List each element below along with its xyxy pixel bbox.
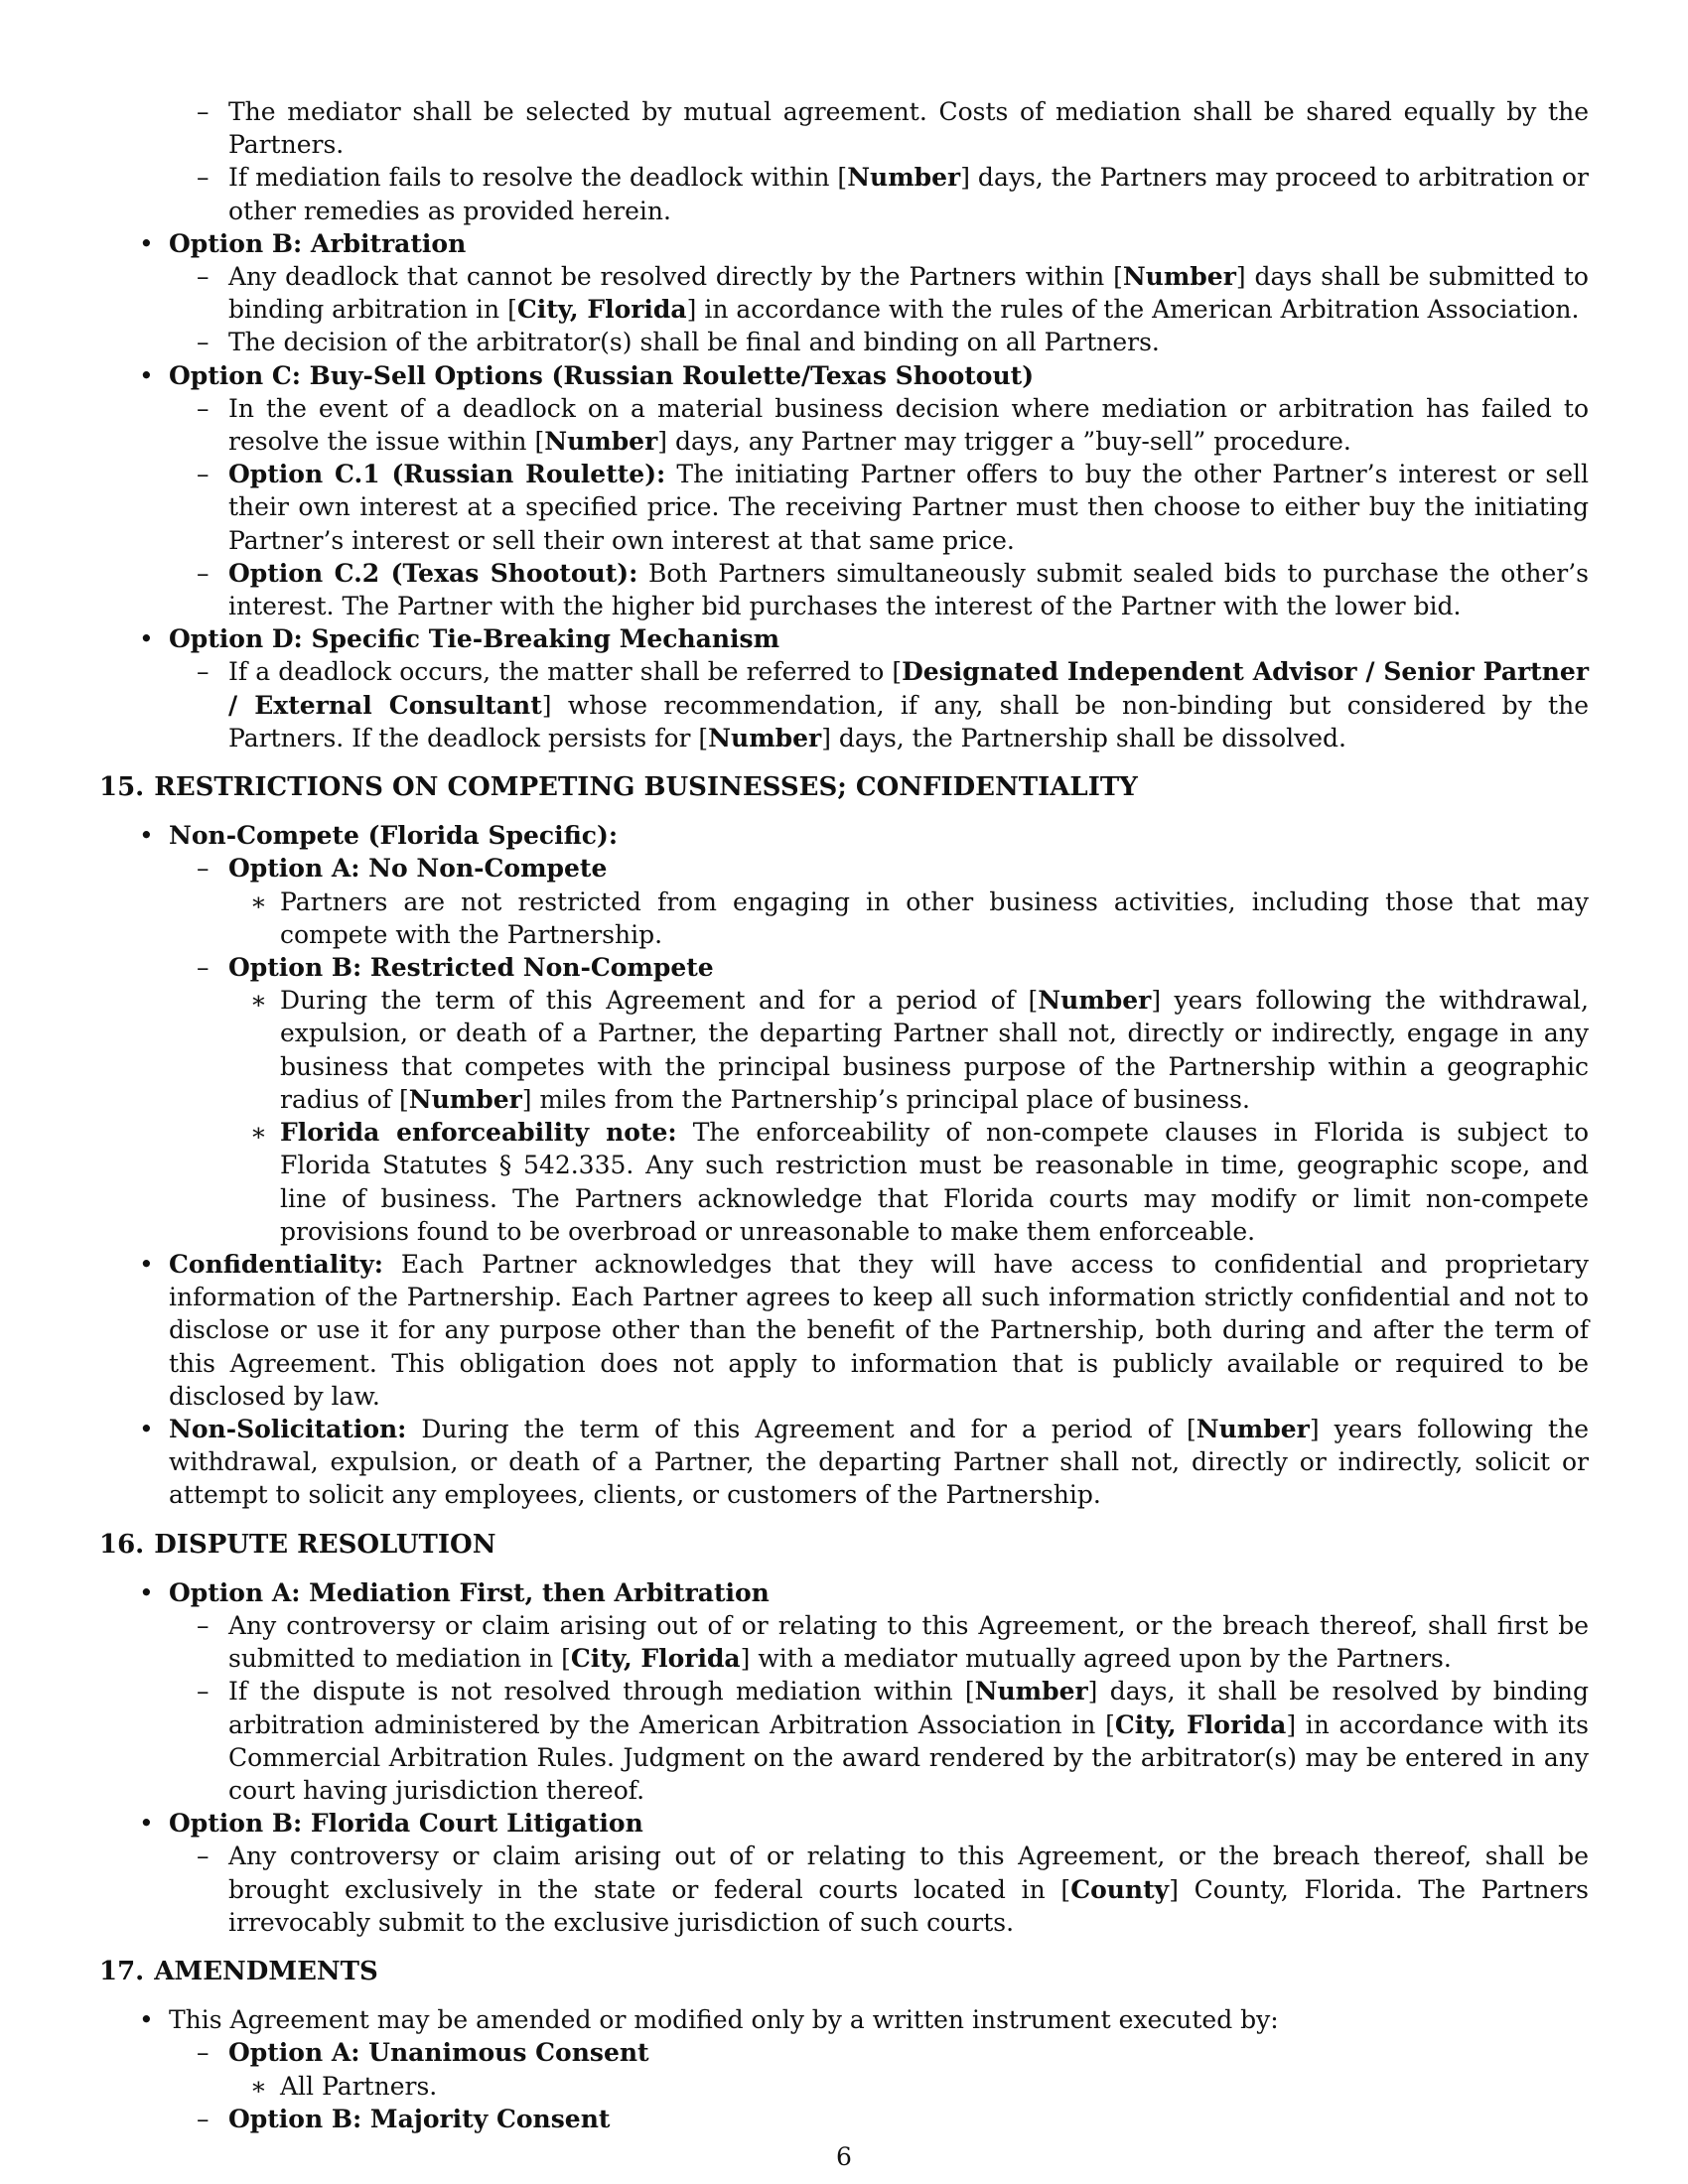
bullet-marker: •	[139, 624, 154, 654]
dash-marker: –	[197, 460, 210, 489]
bullet-marker: •	[139, 2005, 154, 2035]
option-heading: • Non-Compete (Florida Specific):	[99, 819, 1589, 852]
option-heading: • Option D: Specific Tie-Breaking Mechanism	[99, 622, 1589, 655]
bullet-marker: •	[139, 1414, 154, 1443]
option-heading: – Option B: Restricted Non-Compete	[99, 951, 1589, 984]
page-number: 6	[836, 2142, 852, 2171]
list-item: • Confidentiality: Each Partner acknowledges that they will have access to confidential and proprietary information of the Partnership. Each Partner agrees to keep all such information strictly confidential and not to disclose or use it for any purpose other than the benefit of the Partnership, both during and after the term of this Agreement. This obligation does not apply to information that is publicly available or required to be disclosed by law.	[139, 1249, 1589, 1411]
dash-marker: –	[197, 393, 210, 423]
dash-marker: –	[197, 262, 210, 292]
dash-marker: –	[197, 558, 210, 588]
placeholder-text: Number	[1196, 1414, 1310, 1443]
placeholder-text: Number	[544, 427, 658, 457]
placeholder-text: Number	[974, 1677, 1088, 1706]
document-page	[99, 95, 1589, 2135]
option-heading: – Option A: Unanimous Consent	[99, 2036, 1589, 2069]
bullet-marker: •	[139, 1249, 154, 1279]
dash-marker: –	[197, 2104, 210, 2133]
bullet-marker: •	[139, 228, 154, 258]
list-item: – If a deadlock occurs, the matter shall be referred to [Designated Independent Advisor / Senior Partner / External Consultant] whose recommendation, if any, shall be non-binding but considered by the Partners. If the deadlock persists for [Number] days, the Partnership shall be dissolved.	[197, 657, 1590, 752]
section-heading: 16. DISPUTE RESOLUTION	[99, 1529, 496, 1560]
dash-marker: –	[197, 1677, 210, 1706]
bullet-marker: •	[139, 821, 154, 851]
section-heading: 15. RESTRICTIONS ON COMPETING BUSINESSES; CONFIDENTIALITY	[99, 772, 1138, 803]
list-item: – In the event of a deadlock on a material business decision where mediation or arbitration has failed to resolve the issue within [Number] days, any Partner may trigger a ”buy-sell” procedure.	[197, 393, 1589, 457]
placeholder-text: Designated Independent Advisor / Senior Partner / External Consultant	[228, 657, 1589, 720]
asterisk-marker: ∗	[250, 2071, 267, 2101]
list-item: • Non-Solicitation: During the term of this Agreement and for a period of [Number] years following the withdrawal, expulsion, or death of a Partner, the departing Partner shall not, directly or indirectly, solicit or attempt to solicit any employees, clients, or customers of the Partnership.	[139, 1414, 1589, 1510]
list-item: – Any deadlock that cannot be resolved directly by the Partners within [Number] days shall be submitted to binding arbitration in [City, Florida] in accordance with the rules of the American Arbitration Association.	[197, 262, 1589, 325]
list-item: – If mediation fails to resolve the deadlock within [Number] days, the Partners may proceed to arbitration or other remedies as provided herein.	[197, 163, 1589, 225]
bullet-marker: •	[139, 360, 154, 390]
placeholder-text: Number	[847, 163, 961, 193]
placeholder-text: Number	[1122, 262, 1236, 292]
list-item: ∗ Partners are not restricted from engaging in other business activities, including those that may compete with the Partnership.	[250, 887, 1589, 949]
placeholder-text: City, Florida	[570, 1644, 741, 1674]
dash-marker: –	[197, 1610, 210, 1640]
option-heading: – Option B: Majority Consent	[99, 2103, 1589, 2135]
list-item: ∗ Florida enforceability note: The enforceability of non-compete clauses in Florida is subject to Florida Statutes § 542.335. Any such restriction must be reasonable in time, geographic scope, and line of business. The Partners acknowledge that Florida courts may modify or limit non-compete provisions found to be overbroad or unreasonable to make them enforceable.	[250, 1118, 1589, 1246]
option-heading: • Option B: Florida Court Litigation	[99, 1807, 1589, 1840]
dash-marker: –	[197, 328, 210, 357]
section-heading: 17. AMENDMENTS	[99, 1956, 378, 1986]
list-item: – The mediator shall be selected by mutual agreement. Costs of mediation shall be shared equally by the Partners.	[197, 97, 1589, 160]
list-item: – If the dispute is not resolved through mediation within [Number] days, it shall be resolved by binding arbitration administered by the American Arbitration Association in [City, Florida] in accordance with its Commercial Arbitration Rules. Judgment on the award rendered by the arbitrator(s) may be entered in any court having jurisdiction thereof.	[197, 1677, 1589, 1805]
list-item: – Any controversy or claim arising out of or relating to this Agreement, or the breach thereof, shall first be submitted to mediation in [City, Florida] with a mediator mutually agreed upon by the Partners.	[197, 1610, 1589, 1674]
list-item: – Option C.1 (Russian Roulette): The initiating Partner offers to buy the other Partner’s interest or sell their own interest at a specified price. The receiving Partner must then choose to either buy the initiating Partner’s interest or sell their own interest at that same price.	[197, 460, 1589, 555]
placeholder-text: City, Florida	[516, 295, 687, 325]
asterisk-marker: ∗	[250, 887, 267, 916]
list-item: – Option C.2 (Texas Shootout): Both Partners simultaneously submit sealed bids to purchase the other’s interest. The Partner with the higher bid purchases the interest of the Partner with the lower bid.	[197, 558, 1589, 621]
placeholder-text: Number	[708, 723, 822, 752]
list-item: – The decision of the arbitrator(s) shall be final and binding on all Partners.	[99, 326, 1589, 358]
dash-marker: –	[197, 953, 210, 983]
placeholder-text: Number	[1038, 986, 1152, 1016]
placeholder-text: City, Florida	[1114, 1709, 1287, 1739]
bullet-marker: •	[139, 1809, 154, 1839]
placeholder-text: County	[1070, 1874, 1170, 1904]
option-heading: • Option A: Mediation First, then Arbitration	[99, 1576, 1589, 1609]
bullet-marker: •	[139, 1577, 154, 1607]
dash-marker: –	[197, 163, 210, 193]
list-item: ∗ All Partners.	[99, 2070, 1589, 2103]
option-heading: – Option A: No Non-Compete	[99, 852, 1589, 885]
option-heading: • Option C: Buy-Sell Options (Russian Roulette/Texas Shootout)	[99, 359, 1589, 392]
asterisk-marker: ∗	[250, 986, 267, 1016]
dash-marker: –	[197, 2038, 210, 2068]
option-heading: • Option B: Arbitration	[99, 227, 1589, 260]
dash-marker: –	[197, 1842, 210, 1871]
dash-marker: –	[197, 657, 210, 687]
dash-marker: –	[197, 97, 210, 126]
dash-marker: –	[197, 854, 210, 884]
asterisk-marker: ∗	[250, 1118, 267, 1148]
list-item: ∗ During the term of this Agreement and for a period of [Number] years following the withdrawal, expulsion, or death of a Partner, the departing Partner shall not, directly or indirectly, engage in any business that competes with the principal business purpose of the Partnership within a geographic radius of [Number] miles from the Partnership’s principal place of business.	[250, 986, 1589, 1114]
list-item: – Any controversy or claim arising out of or relating to this Agreement, or the breach thereof, shall be brought exclusively in the state or federal courts located in [County] County, Florida. The Partners irrevocably submit to the exclusive jurisdiction of such courts.	[197, 1842, 1589, 1937]
list-item: • This Agreement may be amended or modified only by a written instrument executed by:	[99, 2003, 1589, 2036]
placeholder-text: Number	[408, 1084, 522, 1114]
